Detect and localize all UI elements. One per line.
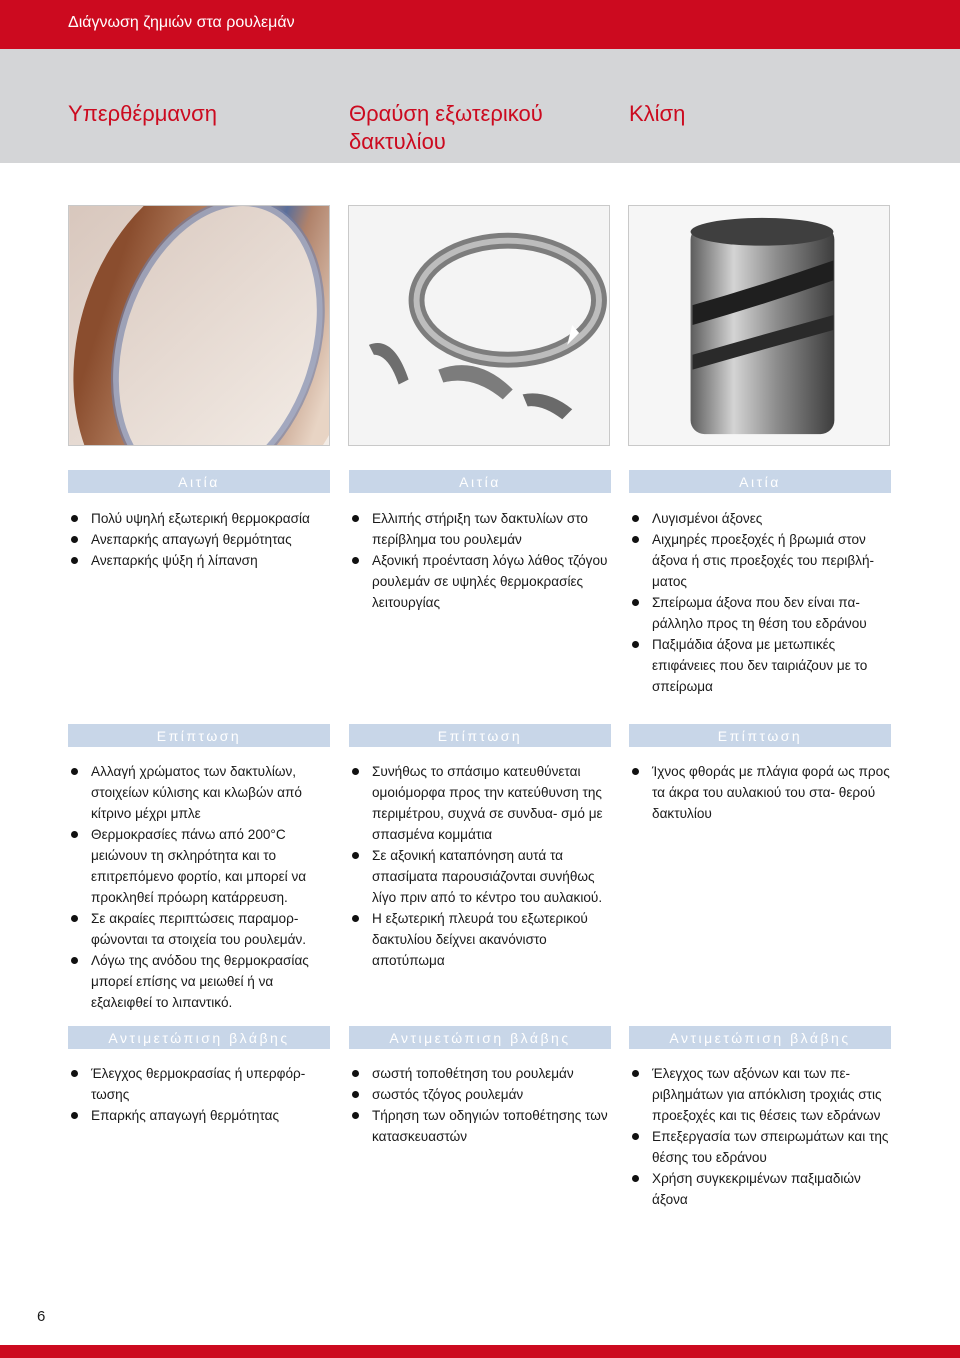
list-item: Ελλιπής στήριξη των δακτυλίων στο περίβλημα του ρουλεμάν bbox=[349, 508, 611, 550]
bullet-icon bbox=[632, 1175, 639, 1182]
remedy-list-outer-ring-fracture bbox=[349, 1063, 611, 1147]
list-item: Ίχνος φθοράς με πλάγια φορά ως προς τα άκρα του αυλακιού του στα- θερού δακτυλίου bbox=[629, 761, 891, 824]
remedy-list-misalignment bbox=[629, 1063, 891, 1210]
cause-list-misalignment bbox=[629, 508, 891, 697]
photo-misalignment-wear bbox=[628, 205, 890, 446]
list-item: Παξιμάδια άξονα με μετωπικές επιφάνειες που δεν ταιριάζουν με το σπείρωμα bbox=[629, 634, 891, 697]
bottom-bar bbox=[0, 1345, 960, 1358]
bullet-icon bbox=[352, 1070, 359, 1077]
column-title-overheating: Υπερθέρμανση bbox=[68, 101, 217, 126]
bullet-icon bbox=[71, 557, 78, 564]
remedy-header: Αντιμετώπιση βλάβης bbox=[629, 1026, 891, 1049]
bullet-icon bbox=[632, 1070, 639, 1077]
effect-list-misalignment bbox=[629, 761, 891, 824]
bullet-icon bbox=[632, 1133, 639, 1140]
bullet-icon bbox=[352, 515, 359, 522]
cause-list-outer-ring-fracture bbox=[349, 508, 611, 613]
list-item: σωστός τζόγος ρουλεμάν bbox=[349, 1084, 611, 1105]
remedy-list-overheating bbox=[68, 1063, 330, 1126]
cause-header: Αιτία bbox=[629, 470, 891, 493]
bullet-icon bbox=[71, 957, 78, 964]
cause-list-overheating bbox=[68, 508, 330, 571]
bullet-icon bbox=[632, 641, 639, 648]
bullet-icon bbox=[71, 536, 78, 543]
bullet-icon bbox=[71, 831, 78, 838]
top-bar bbox=[0, 0, 960, 49]
list-item: Έλεγχος των αξόνων και των πε- ριβλημάτων για απόκλιση τροχιάς στις προεξοχές και τις θέσεις των εδράνων bbox=[629, 1063, 891, 1126]
column-title-misalignment: Κλίση bbox=[629, 101, 686, 126]
list-item: Αξονική προένταση λόγω λάθος τζόγου ρουλεμάν σε υψηλές θερμοκρασίες λειτουργίας bbox=[349, 550, 611, 613]
bullet-icon bbox=[352, 1112, 359, 1119]
bullet-icon bbox=[71, 515, 78, 522]
photo-overheated-ring bbox=[68, 205, 330, 446]
cause-header: Αιτία bbox=[68, 470, 330, 493]
bullet-icon bbox=[71, 1112, 78, 1119]
list-item: Πολύ υψηλή εξωτερική θερμοκρασία bbox=[68, 508, 330, 529]
effect-list-outer-ring-fracture bbox=[349, 761, 611, 971]
list-item: Τήρηση των οδηγιών τοποθέτησης των κατασκευαστών bbox=[349, 1105, 611, 1147]
remedy-header: Αντιμετώπιση βλάβης bbox=[68, 1026, 330, 1049]
page-number: 6 bbox=[37, 1308, 46, 1325]
list-item: Αιχμηρές προεξοχές ή βρωμιά στον άξονα ή στις προεξοχές του περιβλή- ματος bbox=[629, 529, 891, 592]
effect-list-overheating bbox=[68, 761, 330, 1013]
list-item: Ανεπαρκής ψύξη ή λίπανση bbox=[68, 550, 330, 571]
list-item: Αλλαγή χρώματος των δακτυλίων, στοιχείων κύλισης και κλωβών από κίτρινο μέχρι μπλε bbox=[68, 761, 330, 824]
bullet-icon bbox=[71, 768, 78, 775]
list-item: Σε αξονική καταπόνηση αυτά τα σπασίματα παρουσιάζονται συνήθως λίγο πριν από το κέντρο του αυλακιού. bbox=[349, 845, 611, 908]
list-item: Η εξωτερική πλευρά του εξωτερικού δακτυλίου δείχνει ακανόνιστο αποτύπωμα bbox=[349, 908, 611, 971]
bullet-icon bbox=[352, 852, 359, 859]
bullet-icon bbox=[632, 768, 639, 775]
cause-header: Αιτία bbox=[349, 470, 611, 493]
document-title: Διάγνωση ζημιών στα ρουλεμάν bbox=[68, 14, 295, 31]
effect-header: Επίπτωση bbox=[68, 724, 330, 747]
photo-fractured-outer-ring bbox=[348, 205, 610, 446]
list-item: σωστή τοποθέτηση του ρουλεμάν bbox=[349, 1063, 611, 1084]
effect-header: Επίπτωση bbox=[629, 724, 891, 747]
list-item: Επεξεργασία των σπειρωμάτων και της θέσης του εδράνου bbox=[629, 1126, 891, 1168]
list-item: Έλεγχος θερμοκρασίας ή υπερφόρ- τωσης bbox=[68, 1063, 330, 1105]
list-item: Λόγω της ανόδου της θερμοκρασίας μπορεί επίσης να μειωθεί ή να εξαλειφθεί το λιπαντικό. bbox=[68, 950, 330, 1013]
list-item: Συνήθως το σπάσιμο κατευθύνεται ομοιόμορφα προς την κατεύθυνση της περιμέτρου, συχνά σε συνδυα- σμό με σπασμένα κομμάτια bbox=[349, 761, 611, 845]
bullet-icon bbox=[352, 557, 359, 564]
bullet-icon bbox=[632, 515, 639, 522]
effect-header: Επίπτωση bbox=[349, 724, 611, 747]
list-item: Επαρκής απαγωγή θερμότητας bbox=[68, 1105, 330, 1126]
list-item: Σε ακραίες περιπτώσεις παραμορ- φώνονται τα στοιχεία του ρουλεμάν. bbox=[68, 908, 330, 950]
list-item: Χρήση συγκεκριμένων παξιμαδιών άξονα bbox=[629, 1168, 891, 1210]
bullet-icon bbox=[632, 536, 639, 543]
bullet-icon bbox=[352, 1091, 359, 1098]
remedy-header: Αντιμετώπιση βλάβης bbox=[349, 1026, 611, 1049]
list-item: Λυγισμένοι άξονες bbox=[629, 508, 891, 529]
column-title-outer-ring-fracture: Θραύση εξωτερικού δακτυλίου bbox=[349, 101, 543, 154]
bullet-icon bbox=[352, 768, 359, 775]
bullet-icon bbox=[632, 599, 639, 606]
list-item: Ανεπαρκής απαγωγή θερμότητας bbox=[68, 529, 330, 550]
bullet-icon bbox=[352, 915, 359, 922]
list-item: Θερμοκρασίες πάνω από 200°C μειώνουν τη σκληρότητα και το επιτρεπόμενο φορτίο, και μπορεί να προκληθεί πρόωρη κατάρρευση. bbox=[68, 824, 330, 908]
bullet-icon bbox=[71, 915, 78, 922]
bullet-icon bbox=[71, 1070, 78, 1077]
list-item: Σπείρωμα άξονα που δεν είναι πα- ράλληλο προς τη θέση του εδράνου bbox=[629, 592, 891, 634]
